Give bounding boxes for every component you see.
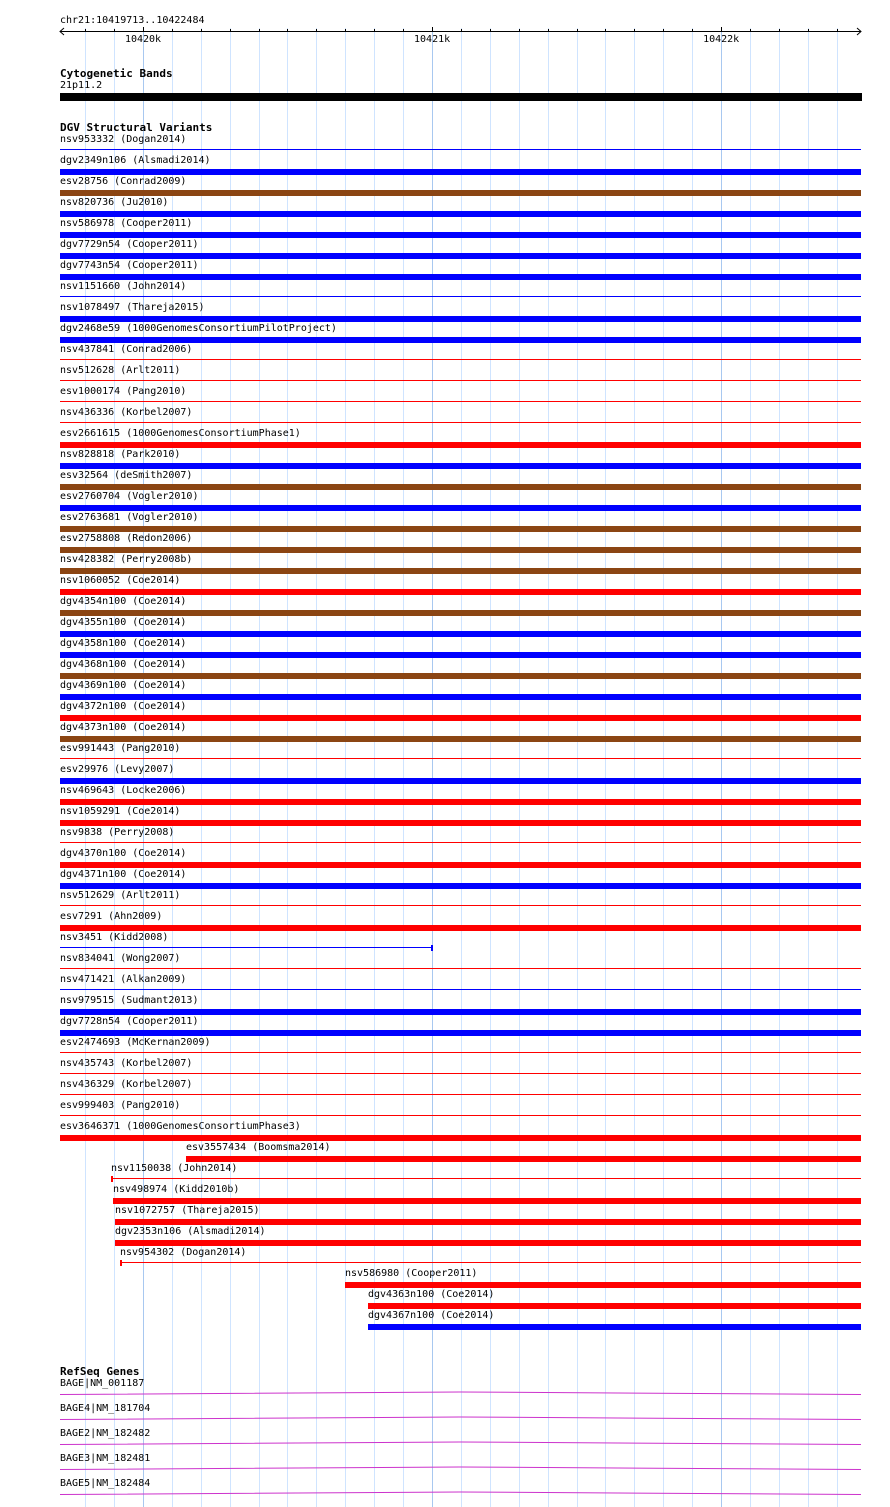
dgv-feature-bar[interactable] (60, 526, 861, 532)
dgv-feature-label[interactable]: nsv953332 (Dogan2014) (60, 134, 187, 145)
dgv-feature-bar[interactable] (60, 673, 861, 679)
dgv-feature-bar[interactable] (60, 505, 861, 511)
dgv-feature-label[interactable]: dgv7729n54 (Cooper2011) (60, 239, 199, 250)
dgv-feature-label[interactable]: esv3557434 (Boomsma2014) (186, 1142, 331, 1153)
dgv-feature-label[interactable]: dgv4371n100 (Coe2014) (60, 869, 187, 880)
dgv-feature-bar[interactable] (60, 1135, 861, 1141)
dgv-feature-label[interactable]: esv991443 (Pang2010) (60, 743, 181, 754)
dgv-feature-label[interactable]: esv2758808 (Redon2006) (60, 533, 193, 544)
dgv-feature-label[interactable]: dgv4368n100 (Coe2014) (60, 659, 187, 670)
dgv-feature-bar[interactable] (60, 1009, 861, 1015)
dgv-feature-label[interactable]: nsv1059291 (Coe2014) (60, 806, 181, 817)
gene-intron-line (60, 1442, 861, 1445)
ruler-tick-label: 10422k (703, 34, 740, 45)
dgv-feature-bar[interactable] (60, 1115, 861, 1116)
refseq-gene-model[interactable] (0, 1490, 890, 1498)
cytoband-bar[interactable] (60, 93, 862, 101)
dgv-feature-label[interactable]: nsv1060052 (Coe2014) (60, 575, 181, 586)
dgv-feature-label[interactable]: nsv1078497 (Thareja2015) (60, 302, 205, 313)
dgv-feature-bar[interactable] (111, 1178, 861, 1179)
dgv-track-title: DGV Structural Variants (60, 121, 213, 134)
dgv-feature-label[interactable]: nsv979515 (Sudmant2013) (60, 995, 199, 1006)
dgv-feature-label[interactable]: nsv512629 (Arlt2011) (60, 890, 181, 901)
dgv-feature-label[interactable]: nsv435743 (Korbel2007) (60, 1058, 193, 1069)
dgv-feature-bar[interactable] (60, 169, 861, 175)
dgv-feature-label[interactable]: esv2661615 (1000GenomesConsortiumPhase1) (60, 428, 301, 439)
dgv-feature-label[interactable]: nsv1072757 (Thareja2015) (115, 1205, 260, 1216)
dgv-feature-label[interactable]: nsv471421 (Alkan2009) (60, 974, 187, 985)
dgv-feature-bar[interactable] (60, 968, 861, 969)
refseq-gene-model[interactable] (0, 1415, 890, 1423)
dgv-feature-label[interactable]: dgv4367n100 (Coe2014) (368, 1310, 495, 1321)
dgv-feature-label[interactable]: dgv4354n100 (Coe2014) (60, 596, 187, 607)
dgv-feature-bar[interactable] (60, 610, 861, 616)
dgv-feature-label[interactable]: nsv1151660 (John2014) (60, 281, 187, 292)
dgv-feature-endcap (431, 945, 433, 951)
dgv-feature-bar[interactable] (60, 1073, 861, 1074)
dgv-feature-bar[interactable] (60, 589, 861, 595)
dgv-feature-bar[interactable] (60, 422, 861, 423)
dgv-feature-label[interactable]: dgv4363n100 (Coe2014) (368, 1289, 495, 1300)
cytoband-label[interactable]: 21p11.2 (60, 80, 103, 91)
dgv-feature-label[interactable]: nsv1150038 (John2014) (111, 1163, 238, 1174)
dgv-feature-label[interactable]: esv2474693 (McKernan2009) (60, 1037, 211, 1048)
dgv-feature-label[interactable]: nsv9838 (Perry2008) (60, 827, 175, 838)
refseq-track-title: RefSeq Genes (60, 1365, 140, 1378)
dgv-feature-bar[interactable] (60, 401, 861, 402)
dgv-feature-label[interactable]: esv1000174 (Pang2010) (60, 386, 187, 397)
dgv-feature-label[interactable]: nsv436336 (Korbel2007) (60, 407, 193, 418)
dgv-feature-bar[interactable] (60, 1094, 861, 1095)
dgv-feature-label[interactable]: dgv4372n100 (Coe2014) (60, 701, 187, 712)
gene-intron-line (60, 1492, 861, 1495)
dgv-feature-label[interactable]: nsv820736 (Ju2010) (60, 197, 169, 208)
dgv-feature-bar[interactable] (60, 316, 861, 322)
dgv-feature-bar[interactable] (60, 799, 861, 805)
dgv-feature-label[interactable]: dgv7743n54 (Cooper2011) (60, 260, 199, 271)
dgv-feature-label[interactable]: nsv512628 (Arlt2011) (60, 365, 181, 376)
dgv-feature-bar[interactable] (368, 1303, 861, 1309)
cytoband-track-title: Cytogenetic Bands (60, 67, 173, 80)
dgv-feature-bar[interactable] (60, 190, 861, 196)
dgv-feature-bar[interactable] (60, 1030, 861, 1036)
dgv-feature-label[interactable]: esv28756 (Conrad2009) (60, 176, 187, 187)
dgv-feature-label[interactable]: nsv586980 (Cooper2011) (345, 1268, 478, 1279)
dgv-feature-bar[interactable] (60, 1052, 861, 1053)
refseq-gene-label[interactable]: BAGE3|NM_182481 (60, 1453, 151, 1464)
dgv-feature-bar[interactable] (60, 736, 861, 742)
dgv-feature-bar[interactable] (60, 652, 861, 658)
dgv-feature-label[interactable]: dgv4373n100 (Coe2014) (60, 722, 187, 733)
dgv-feature-label[interactable]: dgv4358n100 (Coe2014) (60, 638, 187, 649)
dgv-feature-label[interactable]: dgv4370n100 (Coe2014) (60, 848, 187, 859)
dgv-feature-bar[interactable] (60, 905, 861, 906)
dgv-feature-bar[interactable] (60, 359, 861, 360)
dgv-feature-bar[interactable] (60, 758, 861, 759)
dgv-feature-label[interactable]: nsv436329 (Korbel2007) (60, 1079, 193, 1090)
refseq-gene-label[interactable]: BAGE2|NM_182482 (60, 1428, 151, 1439)
dgv-feature-bar[interactable] (60, 211, 861, 217)
dgv-feature-bar[interactable] (60, 778, 861, 784)
dgv-feature-label[interactable]: nsv3451 (Kidd2008) (60, 932, 169, 943)
dgv-feature-bar[interactable] (60, 149, 861, 150)
dgv-feature-label[interactable]: nsv954302 (Dogan2014) (120, 1247, 247, 1258)
dgv-feature-label[interactable]: nsv834041 (Wong2007) (60, 953, 181, 964)
refseq-gene-model[interactable] (0, 1465, 890, 1473)
dgv-feature-endcap (120, 1260, 122, 1266)
dgv-feature-bar[interactable] (368, 1324, 861, 1330)
dgv-feature-bar[interactable] (60, 694, 861, 700)
dgv-feature-label[interactable]: dgv2353n106 (Alsmadi2014) (115, 1226, 266, 1237)
dgv-feature-label[interactable]: esv999403 (Pang2010) (60, 1100, 181, 1111)
dgv-feature-bar[interactable] (60, 296, 861, 297)
dgv-feature-label[interactable]: dgv2468e59 (1000GenomesConsortiumPilotProject) (60, 323, 337, 334)
ruler-tick-label: 10420k (124, 34, 162, 45)
dgv-feature-label[interactable]: nsv428382 (Perry2008b) (60, 554, 193, 565)
dgv-feature-bar[interactable] (60, 883, 861, 889)
dgv-feature-bar[interactable] (60, 925, 861, 931)
refseq-gene-label[interactable]: BAGE4|NM_181704 (60, 1403, 151, 1414)
dgv-feature-bar[interactable] (186, 1156, 861, 1162)
dgv-feature-bar[interactable] (60, 442, 861, 448)
dgv-feature-bar[interactable] (60, 547, 861, 553)
dgv-feature-label[interactable]: dgv7728n54 (Cooper2011) (60, 1016, 199, 1027)
dgv-feature-bar[interactable] (113, 1198, 861, 1204)
dgv-feature-label[interactable]: dgv4355n100 (Coe2014) (60, 617, 187, 628)
ruler-tick-label: 10421k (414, 34, 451, 45)
dgv-feature-bar[interactable] (60, 568, 861, 574)
dgv-feature-bar[interactable] (115, 1240, 861, 1246)
dgv-feature-label[interactable]: nsv498974 (Kidd2010b) (113, 1184, 240, 1195)
refseq-gene-label[interactable]: BAGE5|NM_182484 (60, 1478, 151, 1489)
dgv-feature-label[interactable]: dgv4369n100 (Coe2014) (60, 680, 187, 691)
dgv-feature-bar[interactable] (60, 484, 861, 490)
dgv-feature-label[interactable]: esv3646371 (1000GenomesConsortiumPhase3) (60, 1121, 301, 1132)
dgv-feature-bar[interactable] (60, 989, 861, 990)
dgv-feature-label[interactable]: esv2763681 (Vogler2010) (60, 512, 199, 523)
locus-label: chr21:10419713..10422484 (60, 15, 205, 26)
dgv-feature-label[interactable]: nsv437841 (Conrad2006) (60, 344, 193, 355)
dgv-feature-bar[interactable] (60, 337, 861, 343)
dgv-feature-bar[interactable] (115, 1219, 861, 1225)
dgv-feature-bar[interactable] (60, 232, 861, 238)
gene-intron-line (60, 1417, 861, 1420)
gene-intron-line (60, 1467, 861, 1470)
gene-intron-line (60, 1392, 861, 1395)
coordinate-ruler[interactable] (0, 0, 890, 60)
dgv-feature-label[interactable]: esv7291 (Ahn2009) (60, 911, 163, 922)
dgv-feature-label[interactable]: esv32564 (deSmith2007) (60, 470, 193, 481)
dgv-feature-bar[interactable] (60, 274, 861, 280)
dgv-feature-label[interactable]: esv29976 (Levy2007) (60, 764, 175, 775)
dgv-feature-bar[interactable] (345, 1282, 861, 1288)
dgv-feature-label[interactable]: nsv586978 (Cooper2011) (60, 218, 193, 229)
dgv-feature-label[interactable]: esv2760704 (Vogler2010) (60, 491, 199, 502)
dgv-feature-label[interactable]: nsv469643 (Locke2006) (60, 785, 187, 796)
dgv-feature-bar[interactable] (60, 631, 861, 637)
dgv-feature-label[interactable]: dgv2349n106 (Alsmadi2014) (60, 155, 211, 166)
dgv-feature-bar[interactable] (60, 715, 861, 721)
dgv-feature-bar[interactable] (60, 947, 432, 948)
dgv-feature-bar[interactable] (60, 463, 861, 469)
dgv-feature-endcap (111, 1176, 113, 1182)
dgv-feature-bar[interactable] (60, 253, 861, 259)
dgv-feature-label[interactable]: nsv828818 (Park2010) (60, 449, 181, 460)
dgv-feature-bar[interactable] (60, 842, 861, 843)
dgv-feature-bar[interactable] (60, 820, 861, 826)
dgv-feature-bar[interactable] (60, 380, 861, 381)
refseq-gene-label[interactable]: BAGE|NM_001187 (60, 1378, 145, 1389)
refseq-gene-model[interactable] (0, 1440, 890, 1448)
refseq-gene-model[interactable] (0, 1390, 890, 1398)
dgv-feature-bar[interactable] (120, 1262, 861, 1263)
dgv-feature-bar[interactable] (60, 862, 861, 868)
